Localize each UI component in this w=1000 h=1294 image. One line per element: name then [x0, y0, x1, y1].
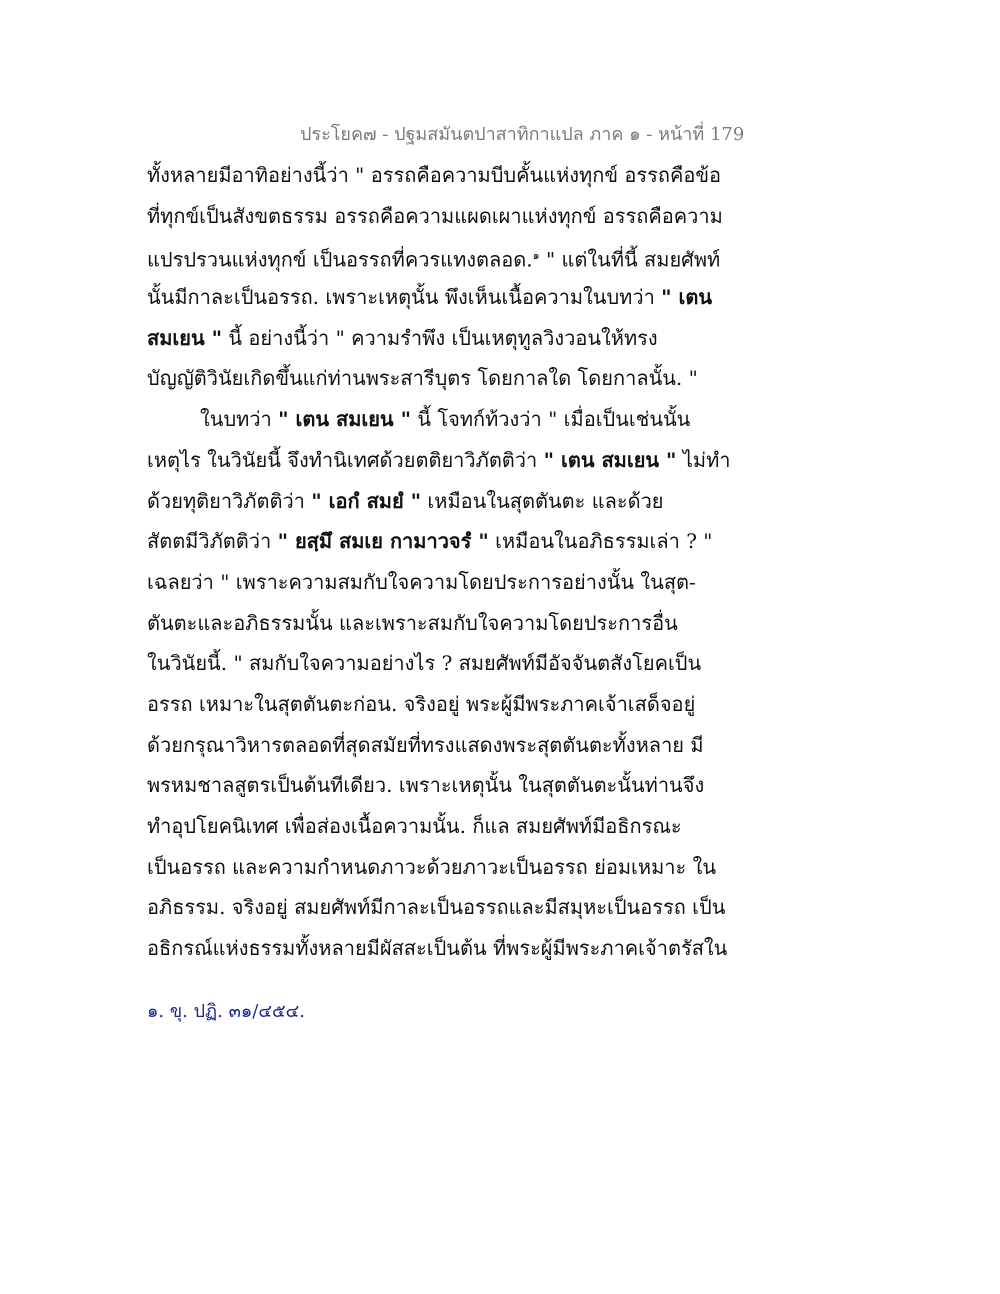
- bold-term: " เตน สมเยน ": [278, 407, 411, 432]
- text-span: อรรถ เหมาะในสุตตันตะก่อน. จริงอยู่ พระผู้มีพระภาคเจ้าเสด็จอยู่: [147, 691, 696, 716]
- text-span: เหมือนในสุตตันตะ และด้วย: [421, 488, 664, 513]
- text-span: ที่ทุกข์เป็นสังขตธรรม อรรถคือความแผดเผาแห่งทุกข์ อรรถคือความ: [147, 203, 723, 228]
- text-span: นั้นมีกาละเป็นอรรถ. เพราะเหตุนั้น พึงเห็นเนื้อความในบทว่า: [147, 285, 662, 310]
- text-line: [147, 481, 717, 522]
- bold-term: " ยสฺมึ สมเย กามาวจรํ ": [277, 529, 489, 554]
- text-line: [147, 521, 717, 562]
- text-span: เหตุไร ในวินัยนี้ จึงทำนิเทศด้วยตติยาวิภัตติว่า: [147, 447, 544, 472]
- bold-term: " เอกํ สมยํ ": [311, 488, 422, 513]
- text-span: ในวินัยนี้. " สมกับใจความอย่างไร ? สมยศัพท์มีอัจจันตสังโยคเป็น: [147, 651, 702, 676]
- text-span: เป็นอรรถ และความกำหนดภาวะด้วยภาวะเป็นอรรถ ย่อมเหมาะ ใน: [147, 854, 717, 879]
- text-line: [147, 603, 717, 644]
- text-span: ทั้งหลายมีอาทิอย่างนี้ว่า " อรรถคือความบีบคั้นแห่งทุกข์ อรรถคือข้อ: [147, 163, 722, 187]
- text-span: เหมือนในอภิธรรมเล่า ? ": [488, 529, 713, 554]
- text-span: นี้ อย่างนี้ว่า " ความรำพึง เป็นเหตุทูลวิงวอนให้ทรง: [222, 325, 658, 350]
- text-line: [147, 318, 717, 359]
- bold-term: " เตน: [661, 285, 713, 310]
- text-span: พรหมชาลสูตรเป็นต้นทีเดียว. เพราะเหตุนั้น ในสุตตันตะนั้นท่านจึง: [147, 773, 705, 798]
- body-text: [147, 155, 731, 969]
- bold-term: สมเยน ": [147, 325, 222, 350]
- text-span: ตันตะและอภิธรรมนั้น และเพราะสมกับใจความโดยประการอื่น: [147, 610, 678, 635]
- text-span: ไม่ทำ: [676, 447, 731, 472]
- text-line: [147, 562, 717, 603]
- text-line: [147, 928, 728, 969]
- text-span: อธิกรณ์แห่งธรรมทั้งหลายมีผัสสะเป็นต้น ที่พระผู้มีพระภาคเจ้าตรัสใน: [147, 936, 728, 961]
- text-span: แปรปรวนแห่งทุกข์ เป็นอรรถที่ควรแทงตลอด.: [147, 248, 533, 273]
- footnote-marker: ๑: [532, 249, 540, 263]
- text-line: [147, 887, 726, 928]
- paragraph-start-line: [147, 399, 717, 440]
- text-span: บัญญัติวินัยเกิดขึ้นแก่ท่านพระสารีบุตร โดยกาลใด โดยกาลนั้น. ": [147, 366, 698, 391]
- text-line: [147, 277, 717, 318]
- text-line: [147, 358, 717, 399]
- footnote: ๑. ขุ. ปฏิ. ๓๑/๔๕๔.: [147, 1001, 305, 1022]
- text-span: สัตตมีวิภัตติว่า: [147, 529, 278, 554]
- text-line: [147, 806, 717, 847]
- text-span: ด้วยทุติยาวิภัตติว่า: [147, 488, 312, 513]
- text-span: ด้วยกรุณาวิหารตลอดที่สุดสมัยที่ทรงแสดงพระสุตตันตะทั้งหลาย มี: [147, 732, 704, 757]
- text-span: อภิธรรม. จริงอยู่ สมยศัพท์มีกาละเป็นอรรถและมีสมุหะเป็นอรรถ เป็น: [147, 895, 726, 920]
- text-span: นี้ โจทก์ท้วงว่า " เมื่อเป็นเช่นนั้น: [410, 407, 691, 432]
- page-header: ประโยค๗ - ปฐมสมันตปาสาทิกาแปล ภาค ๑ - หน้าที่ 179: [300, 124, 745, 145]
- text-span: ในบทว่า: [200, 407, 279, 432]
- text-span: เฉลยว่า " เพราะความสมกับใจความโดยประการอย่างนั้น ในสุต-: [147, 569, 696, 594]
- text-line: [147, 765, 717, 806]
- text-span: ทำอุปโยคนิเทศ เพื่อส่องเนื้อความนั้น. ก็แล สมยศัพท์มีอธิกรณะ: [147, 814, 682, 838]
- text-line: [147, 643, 717, 684]
- text-line: [147, 196, 723, 237]
- text-span: " แต่ในที่นี้ สมยศัพท์: [539, 248, 721, 273]
- text-line: [147, 236, 721, 277]
- text-line: [147, 684, 717, 725]
- text-line: [147, 440, 731, 481]
- bold-term: " เตน สมเยน ": [543, 447, 677, 472]
- text-line: [147, 155, 722, 196]
- text-line: [147, 725, 717, 766]
- text-line: [147, 847, 717, 888]
